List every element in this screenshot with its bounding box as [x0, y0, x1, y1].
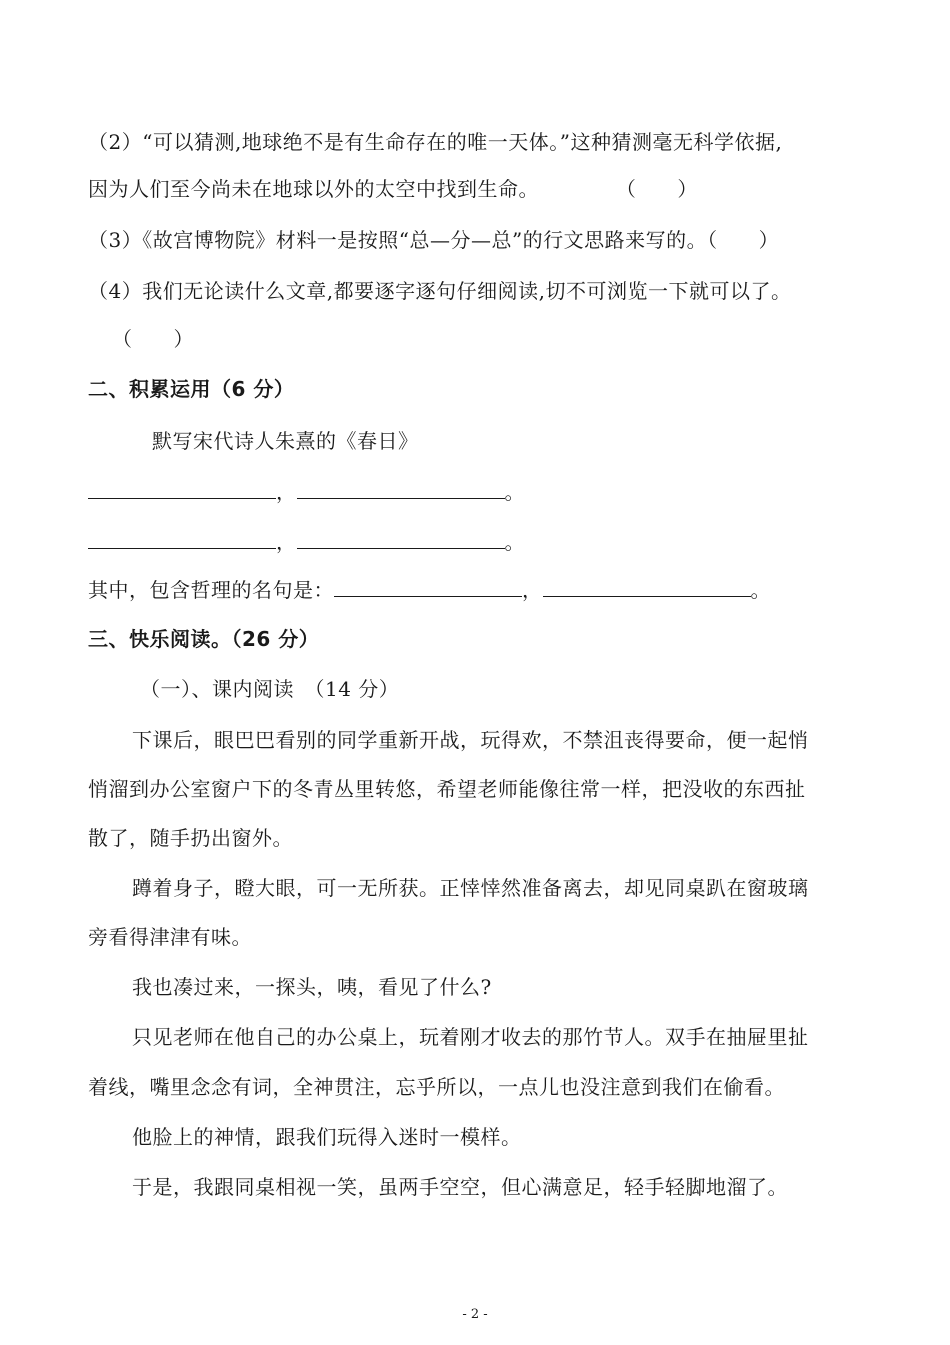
question-4: （4）我们无论读什么文章,都要逐字逐句仔细阅读,切不可浏览一下就可以了。 [88, 279, 792, 303]
period: 。 [750, 578, 771, 602]
section-2-heading: 二、积累运用（6 分） [88, 377, 295, 401]
philosophy-line [88, 576, 771, 604]
comma: ， [276, 530, 297, 554]
fill-blank[interactable] [88, 480, 276, 499]
passage-line: 下课后，眼巴巴看别的同学重新开战，玩得欢，不禁沮丧得要命，便一起悄 [132, 728, 809, 752]
passage-line: 于是，我跟同桌相视一笑，虽两手空空，但心满意足，轻手轻脚地溜了。 [132, 1175, 788, 1199]
question-2-line-2 [88, 175, 698, 203]
passage-line: 散了，随手扔出窗外。 [88, 826, 293, 850]
passage-line: 着线，嘴里念念有词，全神贯注，忘乎所以，一点儿也没注意到我们在偷看。 [88, 1075, 785, 1099]
poem-prompt: 默写宋代诗人朱熹的《春日》 [152, 429, 419, 453]
question-2-text: 因为人们至今尚未在地球以外的太空中找到生命。 [88, 177, 539, 201]
passage-line: 蹲着身子，瞪大眼，可一无所获。正悻悻然准备离去，却见同桌趴在窗玻璃 [132, 876, 809, 900]
question-2-line-1: （2）“可以猜测,地球绝不是有生命存在的唯一天体。”这种猜测毫无科学依据, [88, 130, 783, 154]
period: 。 [504, 530, 525, 554]
poem-line-1 [88, 478, 525, 506]
comma: ， [522, 578, 543, 602]
passage-line: 只见老师在他自己的办公桌上，玩着刚才收去的那竹节人。双手在抽屉里扯 [132, 1025, 809, 1049]
section-3-heading: 三、快乐阅读。（26 分） [88, 627, 320, 651]
page-number: - 2 - [462, 1307, 488, 1322]
passage-line: 悄溜到办公室窗户下的冬青丛里转悠，希望老师能像往常一样，把没收的东西扯 [88, 777, 806, 801]
philosophy-prefix: 其中，包含哲理的名句是： [88, 578, 334, 602]
poem-line-2 [88, 528, 525, 556]
fill-blank[interactable] [543, 578, 751, 597]
fill-blank[interactable] [334, 578, 522, 597]
sub-section-heading: （一）、课内阅读 （14 分） [140, 677, 400, 701]
period: 。 [504, 480, 525, 504]
answer-parentheses: （ ） [615, 177, 698, 201]
answer-parentheses: （ ） [112, 327, 194, 351]
question-3: （3）《故宫博物院》材料一是按照“总—分—总”的行文思路来写的。（ ） [88, 228, 780, 252]
passage-line: 旁看得津津有味。 [88, 925, 252, 949]
fill-blank[interactable] [88, 530, 276, 549]
fill-blank[interactable] [297, 530, 505, 549]
passage-line: 他脸上的神情，跟我们玩得入迷时一模样。 [132, 1125, 522, 1149]
comma: ， [276, 480, 297, 504]
fill-blank[interactable] [297, 480, 505, 499]
passage-line: 我也凑过来，一探头，咦，看见了什么? [132, 975, 492, 999]
